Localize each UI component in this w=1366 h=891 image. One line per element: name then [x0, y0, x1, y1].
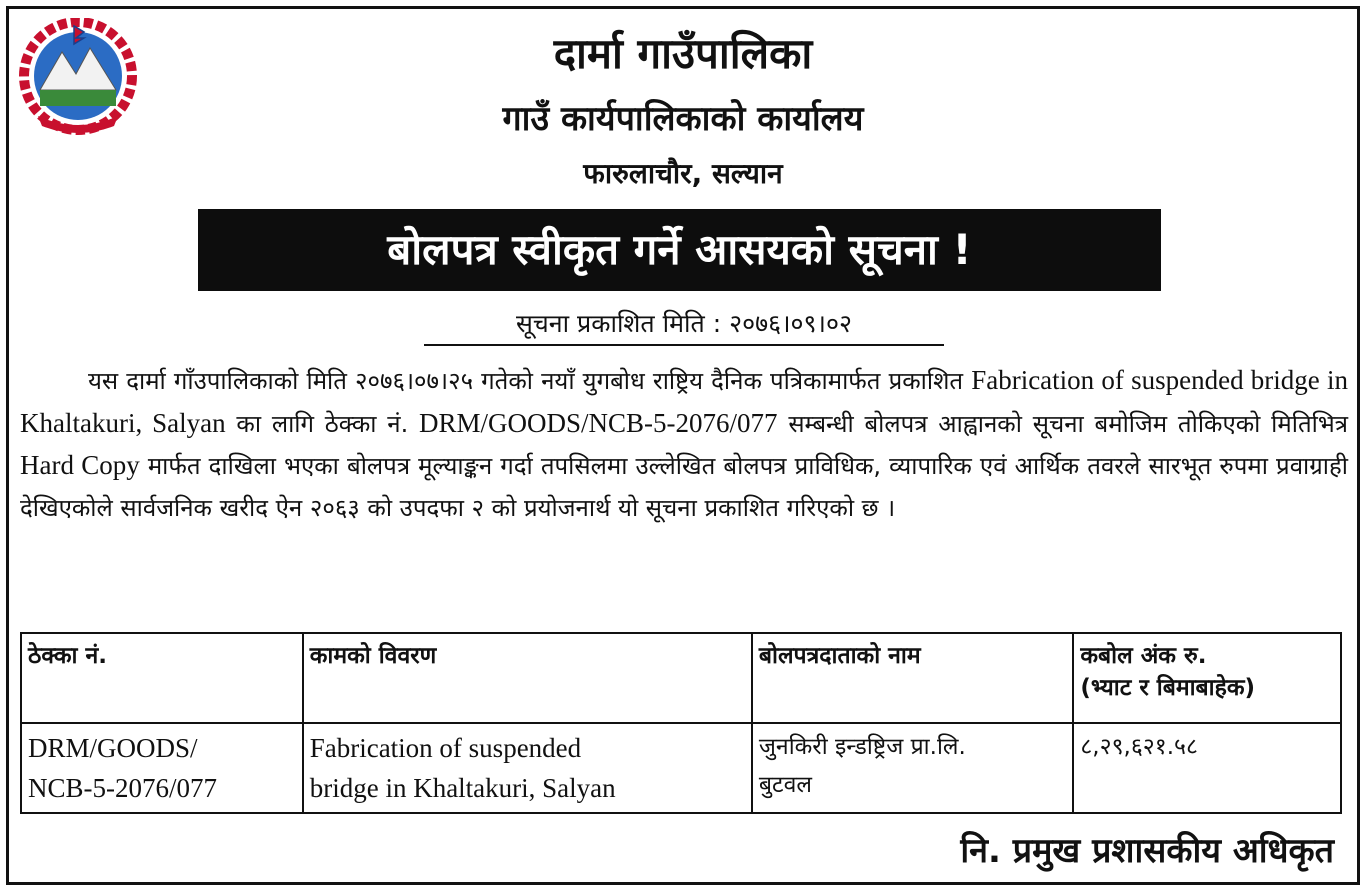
header-work-description: कामको विवरण [303, 633, 752, 723]
cell-bidder-name [752, 723, 1073, 813]
cell-contract-no-line1: DRM/GOODS/ [28, 733, 198, 763]
cell-work-description [303, 723, 752, 813]
header-bid-amount-line2: (भ्याट र बिमाबाहेक) [1080, 675, 1256, 701]
cell-contract-no-line2: NCB-5-2076/077 [28, 773, 217, 803]
header-bid-amount [1073, 633, 1341, 723]
cell-bid-amount: ८,२९,६२१.५८ [1073, 723, 1341, 813]
notice-body [20, 360, 1348, 529]
municipality-name: दार्मा गाउँपालिका [553, 29, 813, 78]
published-date: सूचना प्रकाशित मिति : २०७६।०९।०२ [424, 306, 944, 346]
contract-number: DRM/GOODS/NCB-5-2076/077 [419, 407, 778, 438]
project-name-en: Fabrication of suspended bridge in Khaltakuri, Salyan [20, 365, 1348, 438]
hard-copy-text: Hard Copy [20, 450, 140, 481]
header-bidder-name: बोलपत्रदाताको नाम [752, 633, 1073, 723]
office-address: फारुलाचौर, सल्यान [583, 157, 783, 190]
cell-work-line2: bridge in Khaltakuri, Salyan [309, 773, 616, 803]
table-row [21, 723, 1341, 813]
cell-bidder-line1: जुनकिरी इन्डष्ट्रिज प्रा.लि. [758, 734, 966, 760]
body-part2: का लागि ठेक्का नं. [236, 409, 409, 438]
tender-table [20, 632, 1342, 814]
body-part3: सम्बन्धी बोलपत्र आह्वानको सूचना बमोजिम तोकिएको मितिभित्र [788, 409, 1348, 438]
body-part1: यस दार्मा गाँउपालिकाको मिति २०७६।०७।२५ गतेको नयाँ युगबोध राष्ट्रिय दैनिक पत्रिकामार्फत प्रकाशित [88, 367, 964, 395]
cell-contract-no [21, 723, 303, 813]
body-part4: मार्फत दाखिला भएका बोलपत्र मूल्याङ्कन गर्दा तपसिलमा उल्लेखित बोलपत्र प्राविधिक, व्यापारिक एवं आर्थिक तवरले सारभूत रुपमा प्रवाग्राही देखिएकोले सार्वजनिक खरीद ऐन २०६३ को उपदफा २ को प्रयोजनार्थ यो सूचना प्रकाशित गरिएको छ । [20, 452, 1348, 522]
office-name: गाउँ कार्यपालिकाको कार्यालय [502, 99, 864, 139]
header-contract-no: ठेक्का नं. [21, 633, 303, 723]
cell-bidder-line2: बुटवल [758, 772, 812, 798]
table-header-row [21, 633, 1341, 723]
signature-officer-title: नि. प्रमुख प्रशासकीय अधिकृत [960, 831, 1334, 871]
header-bid-amount-line1: कबोल अंक रु. [1080, 643, 1207, 669]
cell-work-line1: Fabrication of suspended [309, 733, 582, 763]
notice-title-banner: बोलपत्र स्वीकृत गर्ने आसयको सूचना ! [198, 209, 1161, 291]
